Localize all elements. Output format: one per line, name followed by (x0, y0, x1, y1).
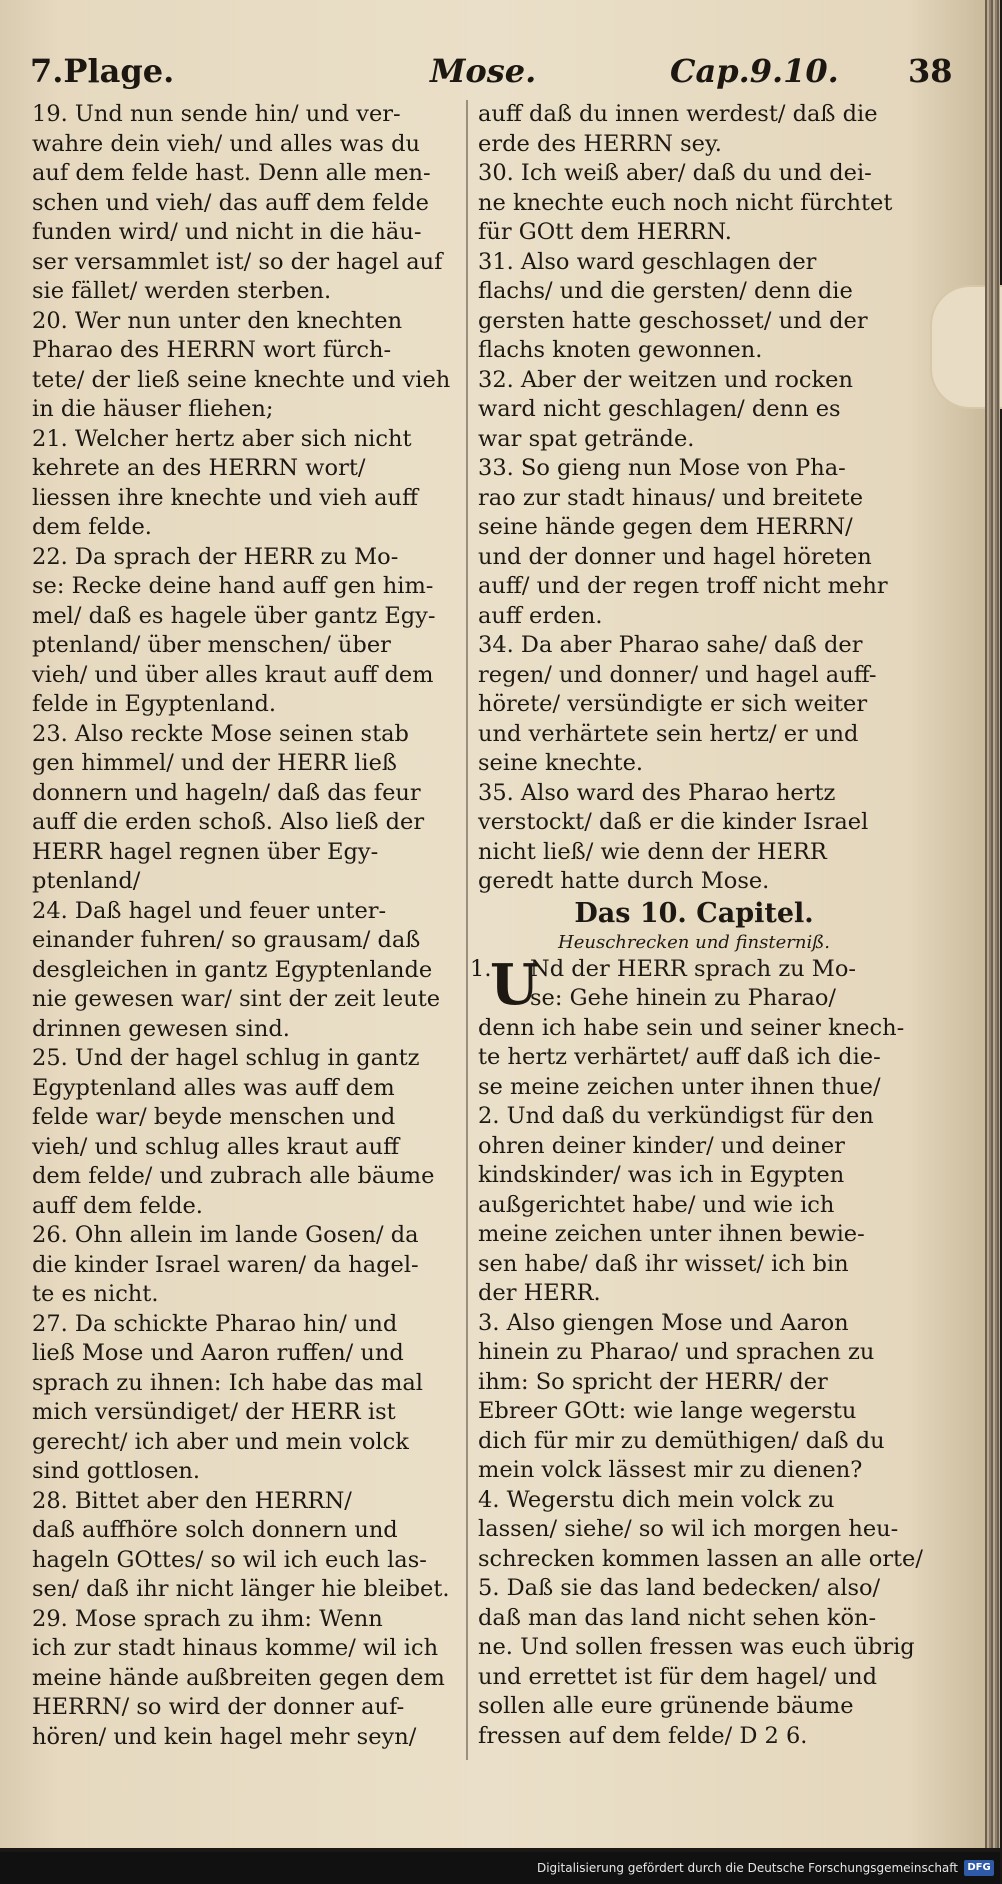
text-line: nicht ließ/ wie denn der HERR (478, 838, 827, 865)
text-line: hören/ und kein hagel mehr seyn/ (32, 1723, 417, 1750)
text-line: in die häuser fliehen; (32, 396, 274, 422)
page-number: 38 (908, 52, 953, 90)
text-line: 19. Und nun sende hin/ und ver- (32, 101, 401, 127)
text-line: ließ Mose und Aaron ruffen/ und (32, 1340, 404, 1366)
chapter-reference: Cap.9.10. (670, 52, 839, 90)
text-line: ne. Und sollen fressen was euch übrig (478, 1634, 915, 1660)
text-line: te es nicht. (32, 1281, 159, 1307)
text-line: 23. Also reckte Mose seinen stab (32, 720, 409, 747)
text-line: 27. Da schickte Pharao hin/ und (32, 1310, 398, 1337)
text-line: 31. Also ward geschlagen der (478, 248, 817, 275)
plague-title: 7.Plage. (30, 52, 175, 90)
text-line: auff/ und der regen troff nicht mehr (478, 573, 888, 599)
text-line: für GOtt dem HERRN. (478, 219, 732, 245)
text-line: rao zur stadt hinaus/ und breitete (478, 484, 864, 511)
text-line: ihm: So spricht der HERR/ der (478, 1368, 828, 1395)
dfg-logo: DFG (964, 1860, 994, 1876)
text-line: schrecken kommen lassen an alle orte/ (478, 1545, 923, 1572)
text-line: felde in Egyptenland. (32, 691, 276, 717)
text-line: mich versündiget/ der HERR ist (32, 1399, 396, 1425)
text-line: meine zeichen unter ihnen bewie- (478, 1221, 865, 1247)
text-line: seine knechte. (478, 750, 644, 776)
text-line: HERRN/ so wird der donner auf- (32, 1694, 405, 1720)
book-title: Mose. (430, 52, 537, 90)
text-line: gen himmel/ und der HERR ließ (32, 750, 397, 776)
chapter-heading: Das 10. Capitel. (574, 897, 814, 929)
dropcap-line-2-text: se: Gehe hinein zu Pharao/ (530, 985, 837, 1011)
text-line: se meine zeichen unter ihnen thue/ (478, 1073, 881, 1100)
text-line: 32. Aber der weitzen und rocken (478, 366, 853, 393)
dropcap-letter: U (490, 951, 539, 1018)
text-line: wahre dein vieh/ und alles was du (32, 130, 421, 157)
text-line: 28. Bittet aber den HERRN/ (32, 1487, 352, 1514)
text-line: se: Recke deine hand auff gen him- (32, 573, 434, 599)
text-line: auff daß du innen werdest/ daß die (478, 101, 878, 127)
text-line: ward nicht geschlagen/ denn es (478, 396, 841, 422)
text-line: und der donner und hagel höreten (478, 543, 872, 570)
text-line: kehrete an des HERRN wort/ (32, 455, 366, 481)
text-line: drinnen gewesen sind. (32, 1015, 290, 1042)
text-line: schen und vieh/ das auff dem felde (32, 189, 429, 216)
text-line: geredt hatte durch Mose. (478, 868, 770, 894)
book-page-edges (985, 0, 1000, 1848)
text-line: ptenland/ (32, 868, 141, 894)
left-column (32, 100, 457, 1752)
text-line: einander fuhren/ so grausam/ daß (32, 927, 421, 953)
text-line: hageln GOttes/ so wil ich euch las- (32, 1546, 427, 1573)
running-head (30, 52, 960, 102)
column-divider (466, 100, 468, 1760)
text-line: 21. Welcher hertz aber sich nicht (32, 425, 412, 452)
right-column (470, 100, 923, 1751)
verse-number: 1. (470, 955, 492, 982)
text-line: gersten hatte geschosset/ und der (478, 307, 868, 334)
text-line: desgleichen in gantz Egyptenlande (32, 956, 433, 983)
text-line: donnern und hageln/ daß das feur (32, 779, 421, 806)
text-line: ser versammlet ist/ so der hagel auf (32, 248, 443, 275)
text-line: seine hände gegen dem HERRN/ (478, 514, 853, 540)
text-line: Pharao des HERRN wort fürch- (32, 337, 392, 363)
text-line: dich für mir zu demüthigen/ daß du (478, 1427, 885, 1454)
text-line: 33. So gieng nun Mose von Pha- (478, 455, 846, 481)
text-line: felde war/ beyde menschen und (32, 1104, 396, 1130)
text-line: 30. Ich weiß aber/ daß du und dei- (478, 160, 872, 186)
text-line: meine hände außbreiten gegen dem (32, 1664, 445, 1691)
text-line: fressen auf dem felde/ D 2 6. (478, 1722, 808, 1749)
text-line: auff dem felde. (32, 1192, 203, 1219)
text-line: regen/ und donner/ und hagel auff- (478, 661, 877, 688)
text-line: 26. Ohn allein im lande Gosen/ da (32, 1222, 419, 1248)
text-line: funden wird/ und nicht in die häu- (32, 219, 422, 245)
text-line: lassen/ siehe/ so wil ich morgen heu- (478, 1516, 899, 1542)
text-line: und errettet ist für dem hagel/ und (478, 1663, 878, 1690)
text-line: war spat getrände. (478, 425, 695, 452)
text-line: denn ich habe sein und seiner knech- (478, 1014, 905, 1041)
text-line: sollen alle eure grünende bäume (478, 1693, 854, 1719)
footer-bar (0, 1852, 1000, 1884)
text-line: sen habe/ daß ihr wisset/ ich bin (478, 1250, 849, 1277)
text-line: mel/ daß es hagele über gantz Egy- (32, 602, 436, 629)
text-line: erde des HERRN sey. (478, 130, 722, 157)
text-line: Egyptenland alles was auff dem (32, 1074, 395, 1101)
text-line: mein volck lässest mir zu dienen? (478, 1457, 863, 1483)
text-line: ich zur stadt hinaus komme/ wil ich (32, 1635, 439, 1661)
text-line: 35. Also ward des Pharao hertz (478, 779, 836, 806)
text-line: vieh/ und über alles kraut auff dem (32, 661, 434, 688)
text-line: liessen ihre knechte und vieh auff (32, 484, 419, 511)
funding-notice: Digitalisierung gefördert durch die Deutsche Forschungsgemeinschaft (536, 1861, 958, 1875)
text-line: te hertz verhärtet/ auff daß ich die- (478, 1044, 881, 1070)
text-line: daß man das land nicht sehen kön- (478, 1604, 877, 1631)
text-line: ohren deiner kinder/ und deiner (478, 1132, 845, 1159)
text-line: tete/ der ließ seine knechte und vieh (32, 366, 451, 393)
dropcap-line-1-text: Nd der HERR sprach zu Mo- (530, 955, 856, 982)
text-line: 4. Wegerstu dich mein volck zu (478, 1486, 835, 1513)
text-line: dem felde. (32, 514, 152, 540)
text-line: dem felde/ und zubrach alle bäume (32, 1163, 435, 1189)
text-line: nie gewesen war/ sint der zeit leute (32, 986, 441, 1012)
text-line: gerecht/ ich aber und mein volck (32, 1428, 409, 1455)
text-line: daß auffhöre solch donnern und (32, 1517, 398, 1543)
text-line: außgerichtet habe/ und wie ich (478, 1191, 835, 1218)
text-line: kindskinder/ was ich in Egypten (478, 1162, 845, 1188)
text-line: HERR hagel regnen über Egy- (32, 838, 379, 865)
text-line: vieh/ und schlug alles kraut auff (32, 1133, 400, 1160)
text-line: 20. Wer nun unter den knechten (32, 307, 403, 334)
text-line: Ebreer GOtt: wie lange wegerstu (478, 1398, 857, 1424)
text-line: 29. Mose sprach zu ihm: Wenn (32, 1605, 383, 1632)
text-line: 25. Und der hagel schlug in gantz (32, 1045, 420, 1071)
dropcap-line-2 (478, 984, 910, 1014)
text-line: die kinder Israel waren/ da hagel- (32, 1251, 419, 1278)
dropcap-verse (470, 951, 910, 1018)
text-line: sen/ daß ihr nicht länger hie bleibet. (32, 1576, 450, 1602)
text-line: und verhärtete sein hertz/ er und (478, 720, 859, 747)
text-line: 34. Da aber Pharao sahe/ daß der (478, 632, 863, 658)
text-line: hörete/ versündigte er sich weiter (478, 691, 868, 717)
text-line: sind gottlosen. (32, 1458, 201, 1484)
right-column-top (478, 100, 910, 897)
right-column-bottom (478, 1014, 923, 1752)
text-line: 2. Und daß du verkündigst für den (478, 1103, 874, 1129)
text-line: verstockt/ daß er die kinder Israel (478, 809, 869, 835)
text-line: auff erden. (478, 602, 603, 629)
text-line: flachs/ und die gersten/ denn die (478, 278, 853, 304)
text-line: 22. Da sprach der HERR zu Mo- (32, 543, 399, 570)
text-line: ptenland/ über menschen/ über (32, 632, 391, 658)
text-line: sie fället/ werden sterben. (32, 278, 332, 304)
text-line: auff die erden schoß. Also ließ der (32, 809, 425, 835)
text-line: der HERR. (478, 1280, 601, 1306)
text-line: 24. Daß hagel und feuer unter- (32, 897, 387, 924)
text-line: flachs knoten gewonnen. (478, 337, 763, 363)
text-line: 3. Also giengen Mose und Aaron (478, 1309, 849, 1336)
chapter-subtitle: Heuschrecken und finsterniß. (558, 931, 830, 953)
text-line: ne knechte euch noch nicht fürchtet (478, 189, 893, 216)
text-line: 5. Daß sie das land bedecken/ also/ (478, 1575, 881, 1601)
text-line: auf dem felde hast. Denn alle men- (32, 160, 431, 186)
text-line: sprach zu ihnen: Ich habe das mal (32, 1369, 423, 1396)
text-line: hinein zu Pharao/ und sprachen zu (478, 1339, 875, 1365)
